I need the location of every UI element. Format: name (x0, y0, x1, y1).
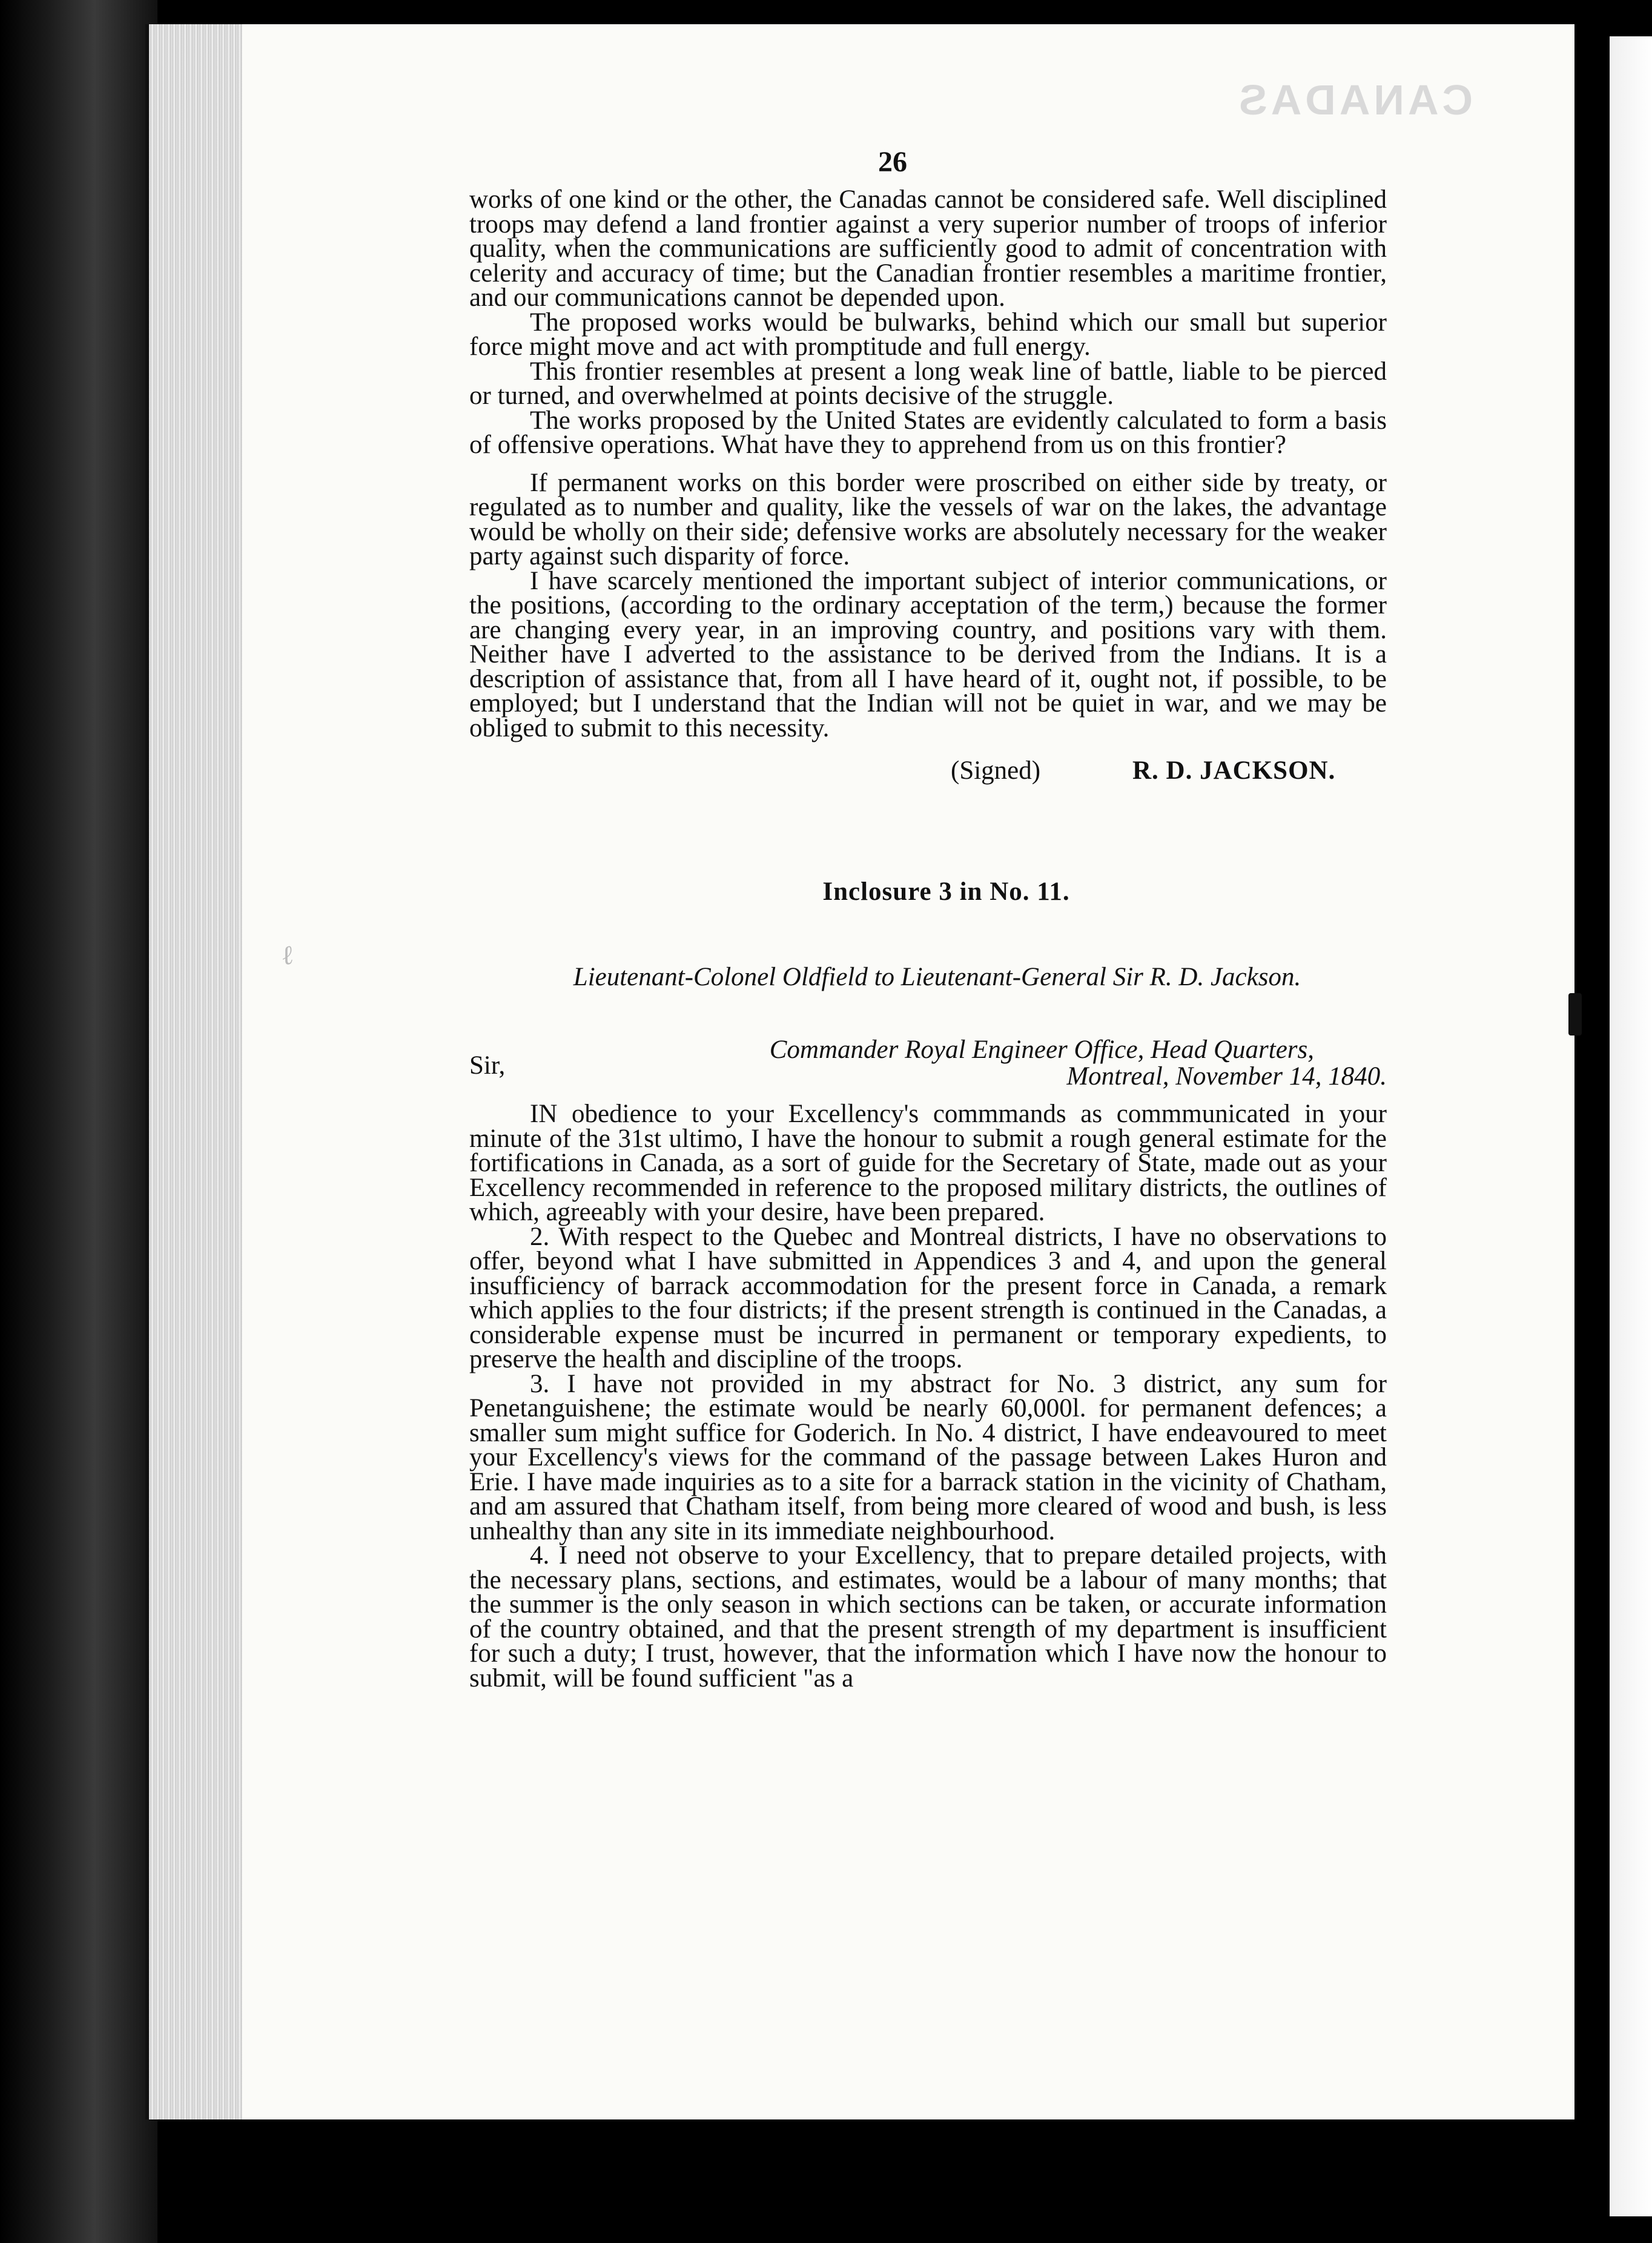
letter-address (469, 1038, 1387, 1092)
right-page-edge (1574, 24, 1652, 2241)
paragraph: The proposed works would be bulwarks, behind which our small but superior force might move and act with promptitude and full energy. (469, 308, 1387, 361)
paragraph: 3. I have not provided in my abstract for No. 3 district, any sum for Penetanguishene; the estimate would be nearly 60,000l. for permanent defences; a smaller sum might suffice for Goderich. In No. 4 district, I have endeavoured to meet your Excellency's views for the command of the passage between Lakes Huron and Erie. I have made inquiries as to a site for a barrack station in the vicinity of Chatham, and am assured that Chatham itself, from being more cleared of wood and bush, is less unhealthy than any site in its immediate neighbourhood. (469, 1369, 1387, 1545)
paragraph: IN obedience to your Excellency's commmands as commmunicated in your minute of the 31st ultimo, I have the honour to submit a rough general estimate for the fortifications in Canada, as a sort of guide for the Secretary of State, made out as your Excellency recommended in reference to the proposed military districts, the outlines of which, agreeably with your desire, have been prepared. (469, 1100, 1387, 1226)
address-date-line: Montreal, November 14, 1840. (1066, 1062, 1387, 1091)
paragraph: This frontier resembles at present a long weak line of battle, liable to be pierced or turned, and overwhelmed at points decisive of the struggle. (469, 357, 1387, 410)
inclosure-title: Inclosure 3 in No. 11. (822, 877, 1070, 906)
bleed-through-stamp: CANADAS (1235, 76, 1473, 124)
page-edges (145, 24, 252, 2119)
paragraph: 2. With respect to the Quebec and Montreal districts, I have no observations to offer, beyond what I have submitted in Appendices 3 and 4, and upon the general insufficiency of barrack accommodation for the present force in Canada, a remark which applies to the four districts; if the present strength is continued in the Canadas, a considerable expense must be incurred in permanent or temporary expedients, to preserve the health and discipline of the troops. (469, 1222, 1387, 1373)
margin-pencil-mark: ℓ (279, 939, 296, 972)
letter-heading: Lieutenant-Colonel Oldfield to Lieutenant-General Sir R. D. Jackson. (573, 962, 1301, 991)
signatory-name: R. D. JACKSON. (1132, 756, 1336, 785)
page-number: 26 (878, 146, 907, 178)
page-clip-mark (1568, 993, 1582, 1036)
paragraph: I have scarcely mentioned the important subject of interior communications, or the positions, (according to the ordinary acceptation of the term,) because the former are changing every year, in an improving country, and positions vary with them. Neither have I adverted to the assistance to be derived from the Indians. It is a description of assistance that, from all I have heard of it, ought not, if possible, to be employed; but I understand that the Indian will not be quiet in war, and we may be obliged to submit to this necessity. (469, 566, 1387, 742)
facing-page-sliver (1610, 36, 1652, 2216)
document-body (469, 185, 1387, 1693)
letter-body (469, 1102, 1387, 1691)
paragraph: 4. I need not observe to your Excellency, that to prepare detailed projects, with the necessary plans, sections, and estimates, would be a labour of many months; that the summer is the only season in which sections can be taken, or accurate information of the country obtained, and that the present strength of my department is insufficient for such a duty; I trust, however, that the information which I have now the honour to submit, will be found sufficient "as a (469, 1541, 1387, 1693)
paragraph: works of one kind or the other, the Canadas cannot be considered safe. Well disciplined troops may defend a land frontier against a very superior number of troops of inferior quality, when the communications are sufficiently good to admit of concentration with celerity and accuracy of time; but the Canadian frontier resembles a maritime frontier, and our communications cannot be depended upon. (469, 185, 1387, 312)
signed-label: (Signed) (951, 756, 1041, 785)
paragraph: The works proposed by the United States are evidently calculated to form a basis of offensive operations. What have they to apprehend from us on this frontier? (469, 406, 1387, 459)
address-line: Commander Royal Engineer Office, Head Quarters, (769, 1036, 1314, 1064)
paragraph: If permanent works on this border were proscribed on either side by treaty, or regulated as to number and quality, like the vessels of war on the lakes, the advantage would be wholly on their side; defensive works are absolutely necessary for the weaker party against such disparity of force. (469, 468, 1387, 570)
salutation: Sir, (469, 1051, 506, 1080)
book-spine (0, 0, 157, 2243)
signature-line (469, 756, 1387, 795)
